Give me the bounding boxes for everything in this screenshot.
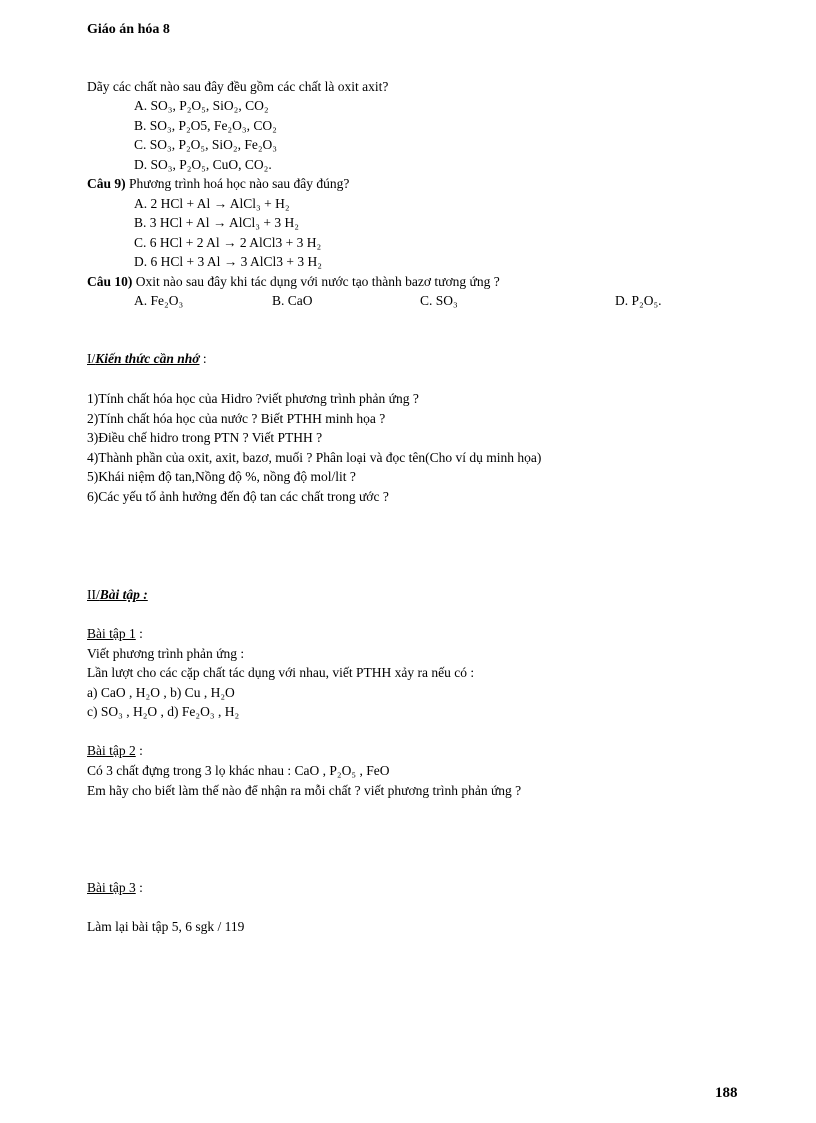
knowledge-item: 3)Điều chế hidro trong PTN ? Viết PTHH ? — [87, 430, 323, 445]
exercise-1-line: a) CaO , H₂O , b) Cu , H₂O — [87, 685, 235, 700]
section-1-heading — [87, 350, 207, 368]
section-2-title: Bài tập : — [99, 587, 148, 602]
section-1-title: Kiến thức cần nhớ — [95, 351, 200, 366]
question-9-text: Phương trình hoá học nào sau đây đúng? — [129, 176, 350, 191]
section-2-prefix: II/ — [87, 587, 100, 602]
document-header: Giáo án hóa 8 — [87, 22, 170, 37]
question-8-text: Dãy các chất nào sau đây đều gồm các chất là oxit axit? — [87, 79, 389, 94]
q10-option-a: A. Fe₂O₃ — [134, 293, 184, 308]
q8-option-c: C. SO₃, P₂O₅, SiO₂, Fe₂O₃ — [134, 137, 278, 152]
page-number: 188 — [715, 1085, 738, 1101]
section-2-heading — [87, 586, 148, 604]
exercise-1-line: c) SO₃ , H₂O , d) Fe₂O₃ , H₂ — [87, 704, 240, 719]
q9-option-b: B. 3 HCl + Al → AlCl₃ + 3 H₂ — [134, 215, 299, 230]
knowledge-item: 5)Khái niệm độ tan,Nồng độ %, nồng độ mol/lit ? — [87, 469, 356, 484]
question-9-label: Câu 9) — [87, 176, 126, 191]
question-9 — [87, 175, 349, 193]
knowledge-item: 2)Tính chất hóa học của nước ? Biết PTHH minh họa ? — [87, 411, 386, 426]
question-10-label: Câu 10) — [87, 274, 133, 289]
section-1-suffix: : — [199, 351, 207, 366]
exercise-2-line: Có 3 chất đựng trong 3 lọ khác nhau : CaO , P₂O₅ , FeO — [87, 763, 390, 778]
q10-option-c: C. SO₃ — [420, 293, 458, 308]
exercise-1-label: Bài tập 1 — [87, 626, 136, 641]
exercise-3-heading — [87, 879, 143, 897]
q8-option-a: A. SO₃, P₂O₅, SiO₂, CO₂ — [134, 98, 269, 113]
q9-option-d: D. 6 HCl + 3 Al → 3 AlCl3 + 3 H₂ — [134, 254, 322, 269]
exercise-1-colon: : — [135, 626, 143, 641]
q10-option-b: B. CaO — [272, 293, 313, 308]
exercise-2-line: Em hãy cho biết làm thế nào để nhận ra mỗi chất ? viết phương trình phản ứng ? — [87, 783, 522, 798]
q8-option-d: D. SO₃, P₂O₅, CuO, CO₂. — [134, 157, 272, 172]
q9-option-c: C. 6 HCl + 2 Al → 2 AlCl3 + 3 H₂ — [134, 235, 322, 250]
knowledge-item: 6)Các yếu tố ảnh hưởng đến độ tan các chất trong ước ? — [87, 489, 389, 504]
knowledge-item: 1)Tính chất hóa học của Hidro ?viết phương trình phản ứng ? — [87, 391, 419, 406]
exercise-2-heading — [87, 742, 143, 760]
exercise-1-line: Viết phương trình phản ứng : — [87, 646, 245, 661]
question-10-text: Oxit nào sau đây khi tác dụng với nước tạo thành bazơ tương ứng ? — [135, 274, 500, 289]
exercise-3-line: Làm lại bài tập 5, 6 sgk / 119 — [87, 919, 245, 934]
q10-option-d: D. P₂O₅. — [615, 293, 662, 308]
q9-option-a: A. 2 HCl + Al → AlCl₃ + H₂ — [134, 196, 290, 211]
q8-option-b: B. SO₃, P₂O5, Fe₂O₃, CO₂ — [134, 118, 277, 133]
exercise-3-colon: : — [135, 880, 143, 895]
question-10 — [87, 273, 500, 291]
exercise-3-label: Bài tập 3 — [87, 880, 136, 895]
exercise-1-heading — [87, 625, 143, 643]
section-1-prefix: I/ — [87, 351, 96, 366]
exercise-1-line: Lần lượt cho các cặp chất tác dụng với nhau, viết PTHH xảy ra nếu có : — [87, 665, 475, 680]
exercise-2-colon: : — [135, 743, 143, 758]
knowledge-item: 4)Thành phần của oxit, axit, bazơ, muối ? Phân loại và đọc tên(Cho ví dụ minh họa) — [87, 450, 542, 465]
exercise-2-label: Bài tập 2 — [87, 743, 136, 758]
